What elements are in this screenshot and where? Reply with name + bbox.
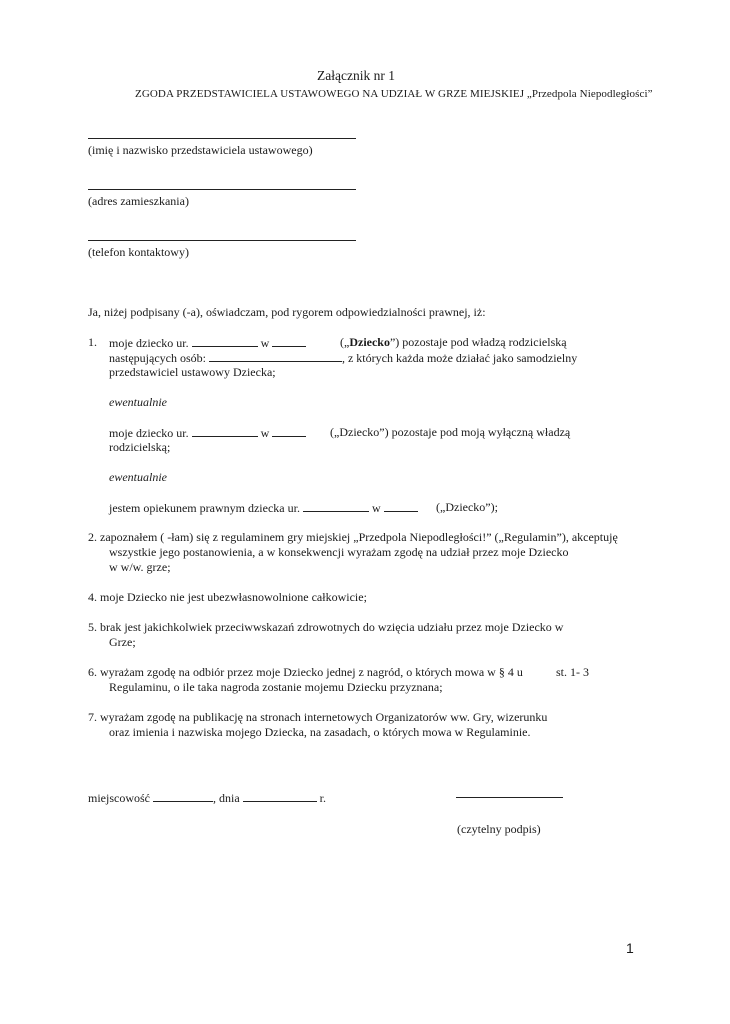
item-1b-line-1 xyxy=(109,426,306,439)
intro-statement: Ja, niżej podpisany (-a), oświadczam, pod rygorem odpowiedzialności prawnej, iż: xyxy=(88,305,486,319)
item-2-line-3: w w/w. grze; xyxy=(109,560,171,574)
phone-line xyxy=(88,240,356,241)
birth-date-blank-c xyxy=(303,501,369,512)
item-5-line-2: Grze; xyxy=(109,635,136,649)
item-1c-line xyxy=(109,501,418,514)
item-1c-suffix: („Dziecko”); xyxy=(436,500,498,514)
birth-date-blank-b xyxy=(192,426,258,437)
item-1b-suffix: („Dziecko”) pozostaje pod moją wyłączną władzą xyxy=(330,425,571,439)
item-1b-prefix: moje dziecko ur. xyxy=(109,426,189,440)
item-4: 4. moje Dziecko nie jest ubezwłasnowolnione całkowicie; xyxy=(88,590,367,604)
document-subtitle: ZGODA PRZEDSTAWICIELA USTAWOWEGO NA UDZIAŁ W GRZE MIEJSKIEJ „Przedpola Niepodległości” xyxy=(135,88,653,100)
quote-open: („ xyxy=(340,335,350,349)
birth-place-blank-b xyxy=(272,426,306,437)
birth-date-blank xyxy=(192,336,258,347)
item-1a-persons-suffix: , z których każda może działać jako samodzielny xyxy=(341,351,578,365)
signature-line xyxy=(456,797,563,798)
signature-label: (czytelny podpis) xyxy=(457,822,541,836)
document-title: Załącznik nr 1 xyxy=(317,68,395,83)
address-line xyxy=(88,189,356,190)
item-1-line-2 xyxy=(109,351,577,364)
name-field-label: (imię i nazwisko przedstawiciela ustawowego) xyxy=(88,143,313,157)
item-7-line-1: 7. wyrażam zgodę na publikację na stronach internetowych Organizatorów ww. Gry, wizerunku xyxy=(88,710,548,724)
item-1-number: 1. xyxy=(88,335,97,349)
item-2-line-1: 2. zapoznałem ( -łam) się z regulaminem gry miejskiej „Przedpola Niepodległości!” („Regulamin”), akceptuję xyxy=(88,530,618,544)
item-1-line-3: przedstawiciel ustawowy Dziecka; xyxy=(109,365,276,379)
date-label: , dnia xyxy=(213,791,240,805)
birth-place-blank-c xyxy=(384,501,418,512)
item-1c-prefix: jestem opiekunem prawnym dziecka ur. xyxy=(109,501,300,515)
item-6-line-1-end: st. 1- 3 xyxy=(556,665,589,679)
item-1c-w: w xyxy=(371,501,381,515)
item-2-line-2: wszystkie jego postanowienia, a w konsekwencji wyrażam zgodę na udział przez moje Dziecko xyxy=(109,545,569,559)
address-field-label: (adres zamieszkania) xyxy=(88,194,189,208)
item-6-line-1: 6. wyrażam zgodę na odbiór przez moje Dziecko jednej z nagród, o których mowa w § 4 u xyxy=(88,665,523,679)
item-1-line-1 xyxy=(109,336,306,349)
year-suffix: r. xyxy=(319,791,327,805)
place-date-line xyxy=(88,791,326,804)
item-1b-w: w xyxy=(260,426,270,440)
date-blank xyxy=(243,791,317,802)
place-label: miejscowość xyxy=(88,791,150,805)
name-signature-line xyxy=(88,138,356,139)
place-blank xyxy=(153,791,213,802)
persons-blank xyxy=(209,351,342,362)
page-number: 1 xyxy=(626,940,634,956)
item-1a-prefix: moje dziecko ur. xyxy=(109,336,189,350)
birth-place-blank xyxy=(272,336,306,347)
item-1a-w: w xyxy=(260,336,270,350)
item-1a-dziecko xyxy=(340,336,567,348)
item-1b-line-2: rodzicielską; xyxy=(109,440,171,454)
phone-field-label: (telefon kontaktowy) xyxy=(88,245,189,259)
dziecko-bold: Dziecko xyxy=(349,335,390,349)
item-6-line-2: Regulaminu, o ile taka nagroda zostanie mojemu Dziecku przyznana; xyxy=(109,680,443,694)
item-1a-persons-label: następujących osób: xyxy=(109,351,206,365)
item-5-line-1: 5. brak jest jakichkolwiek przeciwwskazań zdrowotnych do wzięcia udziału przez moje Dziecko w xyxy=(88,620,564,634)
alternative-2-label: ewentualnie xyxy=(109,470,167,484)
alternative-1-label: ewentualnie xyxy=(109,395,167,409)
item-1a-suffix: ”) pozostaje pod władzą rodzicielską xyxy=(389,335,567,349)
item-7-line-2: oraz imienia i nazwiska mojego Dziecka, na zasadach, o których mowa w Regulaminie. xyxy=(109,725,531,739)
